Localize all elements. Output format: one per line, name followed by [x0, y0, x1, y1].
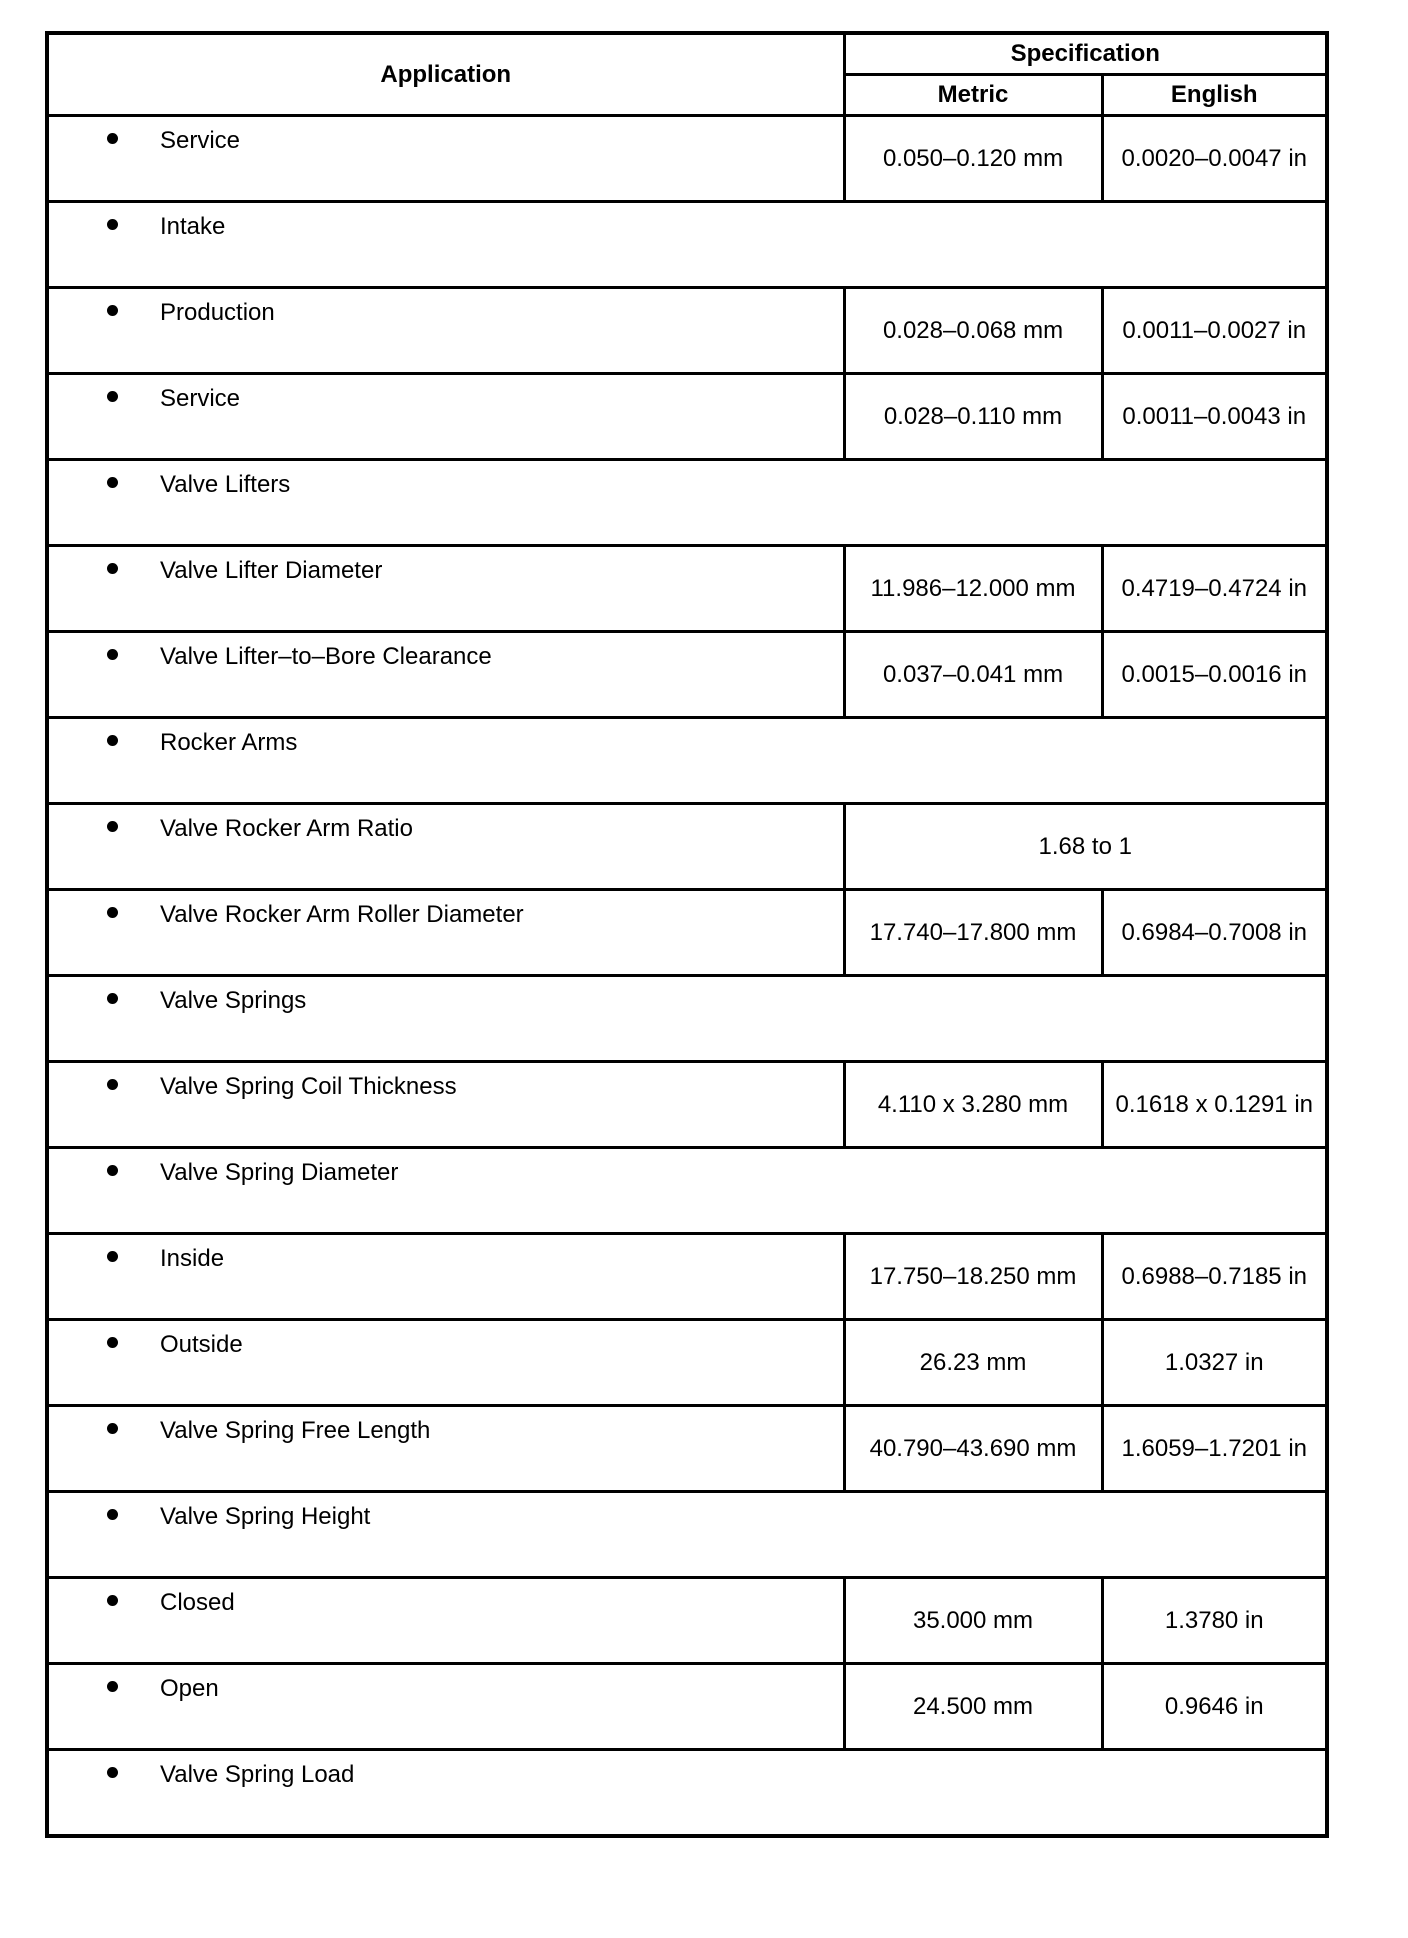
application-label: Valve Spring Free Length	[160, 1417, 431, 1444]
bullet-icon	[107, 133, 118, 144]
table-row	[47, 116, 1327, 202]
application-label: Closed	[160, 1589, 235, 1616]
english-value-cell: 1.0327 in	[1102, 1320, 1327, 1406]
application-cell	[47, 1062, 844, 1148]
application-label: Valve Spring Diameter	[160, 1159, 399, 1186]
metric-value-cell: 0.028–0.068 mm	[844, 288, 1102, 374]
english-value-cell: 1.3780 in	[1102, 1578, 1327, 1664]
bullet-icon	[107, 391, 118, 402]
metric-value-cell: 17.750–18.250 mm	[844, 1234, 1102, 1320]
table-row	[47, 460, 1327, 546]
application-cell	[47, 890, 844, 976]
table-row	[47, 1148, 1327, 1234]
table-row	[47, 1062, 1327, 1148]
metric-header: Metric	[844, 75, 1102, 116]
bullet-icon	[107, 477, 118, 488]
bullet-icon	[107, 821, 118, 832]
table-row	[47, 890, 1327, 976]
combined-value-cell: 1.68 to 1	[844, 804, 1327, 890]
bullet-icon	[107, 1251, 118, 1262]
table-row	[47, 1492, 1327, 1578]
application-label: Valve Rocker Arm Roller Diameter	[160, 901, 524, 928]
english-value-cell: 0.0020–0.0047 in	[1102, 116, 1327, 202]
table-row	[47, 374, 1327, 460]
english-value-cell: 1.6059–1.7201 in	[1102, 1406, 1327, 1492]
bullet-icon	[107, 1079, 118, 1090]
english-value-cell: 0.6988–0.7185 in	[1102, 1234, 1327, 1320]
application-cell	[47, 976, 1327, 1062]
table-body	[47, 116, 1327, 1837]
english-value-cell: 0.0011–0.0043 in	[1102, 374, 1327, 460]
application-cell	[47, 116, 844, 202]
application-label: Service	[160, 385, 241, 412]
bullet-icon	[107, 1165, 118, 1176]
table-row	[47, 804, 1327, 890]
bullet-icon	[107, 1595, 118, 1606]
application-label: Open	[160, 1675, 219, 1702]
application-cell	[47, 460, 1327, 546]
application-cell	[47, 1234, 844, 1320]
english-value-cell: 0.0011–0.0027 in	[1102, 288, 1327, 374]
bullet-icon	[107, 907, 118, 918]
application-label: Production	[160, 299, 275, 326]
table-row	[47, 1664, 1327, 1750]
table-row	[47, 718, 1327, 804]
metric-value-cell: 24.500 mm	[844, 1664, 1102, 1750]
application-cell	[47, 1148, 1327, 1234]
specification-table	[45, 31, 1329, 1838]
bullet-icon	[107, 305, 118, 316]
application-label: Valve Lifters	[160, 471, 291, 498]
application-label: Intake	[160, 213, 226, 240]
bullet-icon	[107, 993, 118, 1004]
application-cell	[47, 374, 844, 460]
bullet-icon	[107, 1337, 118, 1348]
application-label: Service	[160, 127, 241, 154]
table-row	[47, 1406, 1327, 1492]
application-cell	[47, 202, 1327, 288]
bullet-icon	[107, 1423, 118, 1434]
application-cell	[47, 1578, 844, 1664]
metric-value-cell: 0.050–0.120 mm	[844, 116, 1102, 202]
application-label: Outside	[160, 1331, 243, 1358]
metric-value-cell: 35.000 mm	[844, 1578, 1102, 1664]
metric-value-cell: 0.037–0.041 mm	[844, 632, 1102, 718]
english-value-cell: 0.6984–0.7008 in	[1102, 890, 1327, 976]
table-row	[47, 202, 1327, 288]
table-row	[47, 546, 1327, 632]
application-cell	[47, 546, 844, 632]
application-cell	[47, 288, 844, 374]
metric-value-cell: 4.110 x 3.280 mm	[844, 1062, 1102, 1148]
english-value-cell: 0.1618 x 0.1291 in	[1102, 1062, 1327, 1148]
metric-value-cell: 0.028–0.110 mm	[844, 374, 1102, 460]
application-label: Valve Springs	[160, 987, 307, 1014]
application-cell	[47, 1492, 1327, 1578]
english-header: English	[1102, 75, 1327, 116]
application-cell	[47, 804, 844, 890]
application-cell	[47, 718, 1327, 804]
application-label: Valve Lifter–to–Bore Clearance	[160, 643, 492, 670]
application-label: Valve Spring Load	[160, 1761, 355, 1788]
bullet-icon	[107, 735, 118, 746]
application-cell	[47, 1406, 844, 1492]
application-label: Valve Spring Height	[160, 1503, 371, 1530]
table-row	[47, 1750, 1327, 1837]
application-header: Application	[47, 33, 844, 116]
bullet-icon	[107, 1681, 118, 1692]
english-value-cell: 0.0015–0.0016 in	[1102, 632, 1327, 718]
application-cell	[47, 632, 844, 718]
table-row	[47, 976, 1327, 1062]
bullet-icon	[107, 649, 118, 660]
metric-value-cell: 17.740–17.800 mm	[844, 890, 1102, 976]
metric-value-cell: 26.23 mm	[844, 1320, 1102, 1406]
bullet-icon	[107, 219, 118, 230]
bullet-icon	[107, 1509, 118, 1520]
english-value-cell: 0.9646 in	[1102, 1664, 1327, 1750]
application-label: Inside	[160, 1245, 225, 1272]
bullet-icon	[107, 1767, 118, 1778]
metric-value-cell: 40.790–43.690 mm	[844, 1406, 1102, 1492]
application-cell	[47, 1750, 1327, 1837]
application-label: Valve Rocker Arm Ratio	[160, 815, 413, 842]
specification-header: Specification	[844, 33, 1327, 75]
bullet-icon	[107, 563, 118, 574]
application-cell	[47, 1320, 844, 1406]
metric-value-cell: 11.986–12.000 mm	[844, 546, 1102, 632]
application-cell	[47, 1664, 844, 1750]
application-label: Valve Spring Coil Thickness	[160, 1073, 457, 1100]
table-row	[47, 1320, 1327, 1406]
table-row	[47, 1234, 1327, 1320]
english-value-cell: 0.4719–0.4724 in	[1102, 546, 1327, 632]
application-label: Rocker Arms	[160, 729, 298, 756]
application-label: Valve Lifter Diameter	[160, 557, 383, 584]
table-row	[47, 632, 1327, 718]
table-row	[47, 288, 1327, 374]
table-row	[47, 1578, 1327, 1664]
